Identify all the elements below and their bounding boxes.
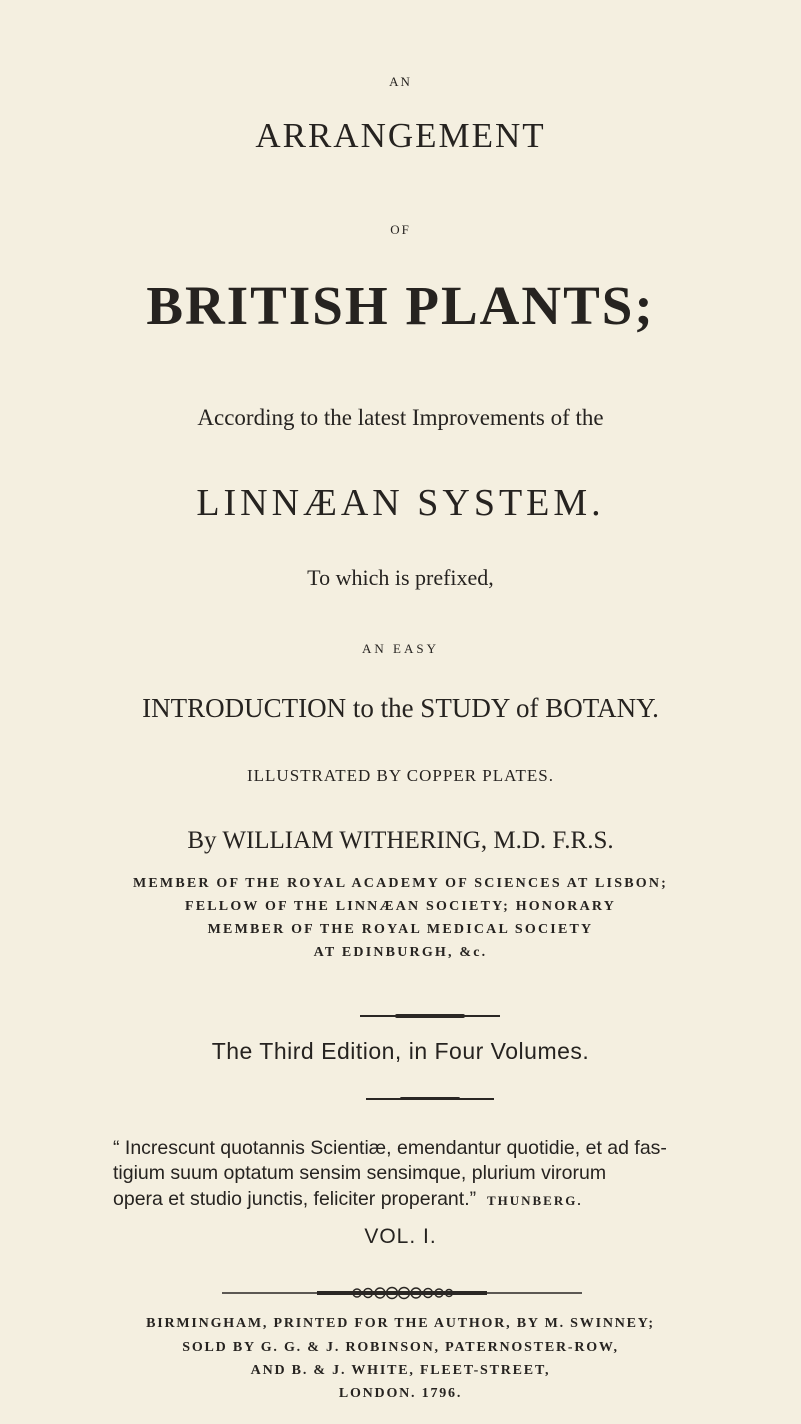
divider-rule-swell bbox=[395, 1014, 465, 1018]
imprint-line: AND B. & J. WHITE, FLEET-STREET, bbox=[250, 1363, 551, 1378]
according-line: According to the latest Improvements of the bbox=[197, 405, 604, 430]
epigraph-attribution: THUNBERG. bbox=[486, 1192, 583, 1208]
an-easy-line: AN EASY bbox=[362, 641, 439, 656]
epigraph-line bbox=[113, 1187, 733, 1210]
main-title: BRITISH PLANTS; bbox=[146, 275, 655, 336]
prefixed-line: To which is prefixed, bbox=[307, 565, 494, 590]
epigraph-line: tigium suum optatum sensim sensimque, plurium virorum bbox=[113, 1161, 607, 1184]
linnaean-system-heading: LINNÆAN SYSTEM. bbox=[196, 482, 605, 524]
illustrated-line: ILLUSTRATED BY COPPER PLATES. bbox=[246, 766, 554, 785]
volume-label: VOL. I. bbox=[364, 1225, 437, 1248]
epigraph-line: “ Increscunt quotannis Scientiæ, emendantur quotidie, et ad fas- bbox=[113, 1136, 667, 1159]
an-line: AN bbox=[389, 74, 412, 89]
of-line: OF bbox=[390, 222, 411, 237]
arrangement-heading: ARRANGEMENT bbox=[255, 116, 546, 155]
membership-line: MEMBER OF THE ROYAL ACADEMY OF SCIENCES AT LISBON; bbox=[132, 876, 668, 891]
epigraph-text: opera et studio junctis, feliciter properant.” bbox=[113, 1187, 477, 1210]
imprint-line: BIRMINGHAM, PRINTED FOR THE AUTHOR, BY M. SWINNEY; bbox=[146, 1316, 655, 1331]
membership-line: AT EDINBURGH, &c. bbox=[313, 945, 488, 960]
membership-line: FELLOW OF THE LINNÆAN SOCIETY; HONORARY bbox=[184, 899, 617, 914]
edition-line: The Third Edition, in Four Volumes. bbox=[211, 1038, 590, 1064]
printer-ornament bbox=[222, 1286, 582, 1300]
author-line: By WILLIAM WITHERING, M.D. F.R.S. bbox=[187, 827, 614, 854]
imprint-line: LONDON. 1796. bbox=[338, 1386, 463, 1401]
divider-rule-swell bbox=[400, 1097, 460, 1100]
membership-line: MEMBER OF THE ROYAL MEDICAL SOCIETY bbox=[207, 922, 594, 937]
introduction-heading: INTRODUCTION to the STUDY of BOTANY. bbox=[142, 693, 659, 723]
imprint-line: SOLD BY G. G. & J. ROBINSON, PATERNOSTER-ROW, bbox=[182, 1340, 619, 1355]
